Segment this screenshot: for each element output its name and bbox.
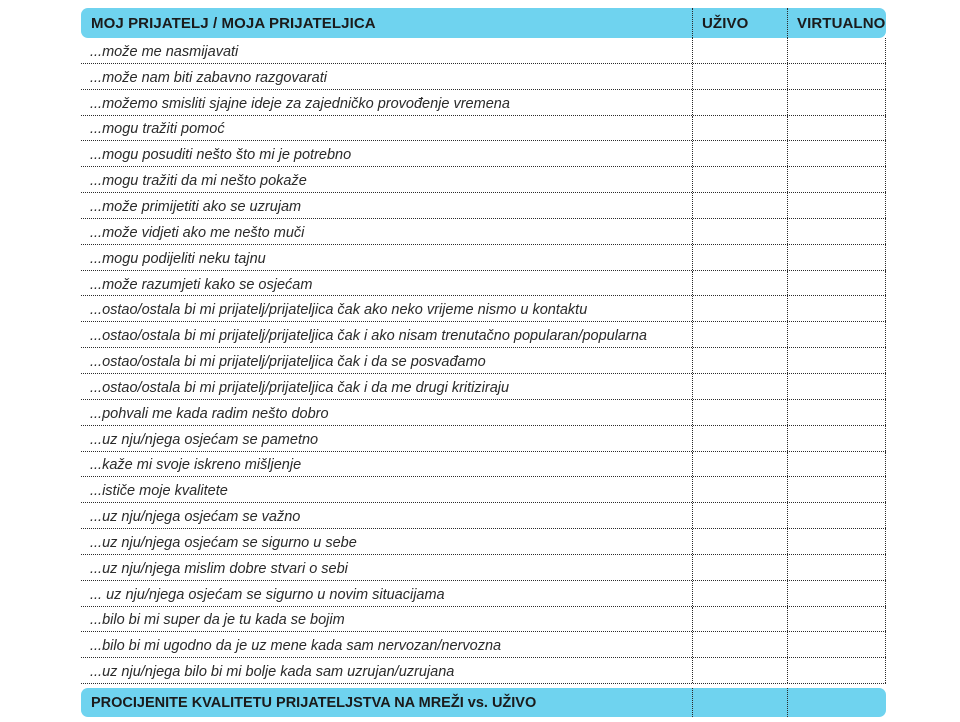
row-live-checkbox-cell[interactable] xyxy=(692,271,787,296)
row-virtual-checkbox-cell[interactable] xyxy=(787,529,886,554)
row-virtual-checkbox-cell[interactable] xyxy=(787,503,886,528)
table-row xyxy=(81,90,886,116)
row-virtual-checkbox-cell[interactable] xyxy=(787,296,886,321)
table-header xyxy=(81,8,886,38)
table-row xyxy=(81,193,886,219)
row-live-checkbox-cell[interactable] xyxy=(692,167,787,192)
footer-col-live xyxy=(692,688,787,717)
row-live-checkbox-cell[interactable] xyxy=(692,141,787,166)
table-row xyxy=(81,529,886,555)
row-virtual-checkbox-cell[interactable] xyxy=(787,245,886,270)
row-live-checkbox-cell[interactable] xyxy=(692,219,787,244)
table-row xyxy=(81,116,886,142)
table-row xyxy=(81,141,886,167)
row-statement: ...ostao/ostala bi mi prijatelj/prijateljica čak ako neko vrijeme nismo u kontaktu xyxy=(90,302,588,319)
row-virtual-checkbox-cell[interactable] xyxy=(787,167,886,192)
row-live-checkbox-cell[interactable] xyxy=(692,632,787,657)
row-virtual-checkbox-cell[interactable] xyxy=(787,555,886,580)
row-statement: ...ostao/ostala bi mi prijatelj/prijateljica čak i da me drugi kritiziraju xyxy=(90,379,510,396)
table-row xyxy=(81,452,886,478)
footer-label: PROCIJENITE KVALITETU PRIJATELJSTVA NA MREŽI vs. UŽIVO xyxy=(91,694,537,711)
table-row xyxy=(81,64,886,90)
row-live-checkbox-cell[interactable] xyxy=(692,296,787,321)
table-body xyxy=(81,38,886,684)
header-col-live xyxy=(692,8,787,38)
row-virtual-checkbox-cell[interactable] xyxy=(787,658,886,683)
table-footer xyxy=(81,688,886,717)
row-virtual-checkbox-cell[interactable] xyxy=(787,452,886,477)
header-col-virtual xyxy=(787,8,886,38)
row-live-checkbox-cell[interactable] xyxy=(692,452,787,477)
row-live-checkbox-cell[interactable] xyxy=(692,581,787,606)
row-live-checkbox-cell[interactable] xyxy=(692,245,787,270)
row-live-checkbox-cell[interactable] xyxy=(692,90,787,115)
row-statement: ...uz nju/njega mislim dobre stvari o sebi xyxy=(90,560,348,577)
header-col-virtual-label: VIRTUALNO xyxy=(797,14,886,32)
row-live-checkbox-cell[interactable] xyxy=(692,555,787,580)
table-row xyxy=(81,581,886,607)
row-live-checkbox-cell[interactable] xyxy=(692,426,787,451)
row-virtual-checkbox-cell[interactable] xyxy=(787,607,886,632)
row-statement: ...može vidjeti ako me nešto muči xyxy=(90,224,305,241)
row-live-checkbox-cell[interactable] xyxy=(692,477,787,502)
table-row xyxy=(81,167,886,193)
table-row xyxy=(81,271,886,297)
row-statement: ...uz nju/njega bilo bi mi bolje kada sam uzrujan/uzrujana xyxy=(90,664,455,681)
footer-col-virtual xyxy=(787,688,886,717)
row-live-checkbox-cell[interactable] xyxy=(692,193,787,218)
row-statement: ...mogu posuditi nešto što mi je potrebno xyxy=(90,147,352,164)
row-live-checkbox-cell[interactable] xyxy=(692,400,787,425)
row-statement: ...ostao/ostala bi mi prijatelj/prijateljica čak i da se posvađamo xyxy=(90,354,486,371)
row-virtual-checkbox-cell[interactable] xyxy=(787,38,886,63)
row-live-checkbox-cell[interactable] xyxy=(692,38,787,63)
row-statement: ...ostao/ostala bi mi prijatelj/prijateljica čak i ako nisam trenutačno popularan/popularna xyxy=(90,328,647,345)
row-statement: ...bilo bi mi ugodno da je uz mene kada sam nervozan/nervozna xyxy=(90,638,502,655)
row-virtual-checkbox-cell[interactable] xyxy=(787,90,886,115)
table-row xyxy=(81,296,886,322)
row-statement: ...može nam biti zabavno razgovarati xyxy=(90,69,327,86)
table-row xyxy=(81,245,886,271)
table-row xyxy=(81,219,886,245)
table-row xyxy=(81,503,886,529)
row-live-checkbox-cell[interactable] xyxy=(692,529,787,554)
row-statement: ...može primijetiti ako se uzrujam xyxy=(90,198,302,215)
row-live-checkbox-cell[interactable] xyxy=(692,64,787,89)
row-statement: ...ističe moje kvalitete xyxy=(90,483,228,500)
row-live-checkbox-cell[interactable] xyxy=(692,607,787,632)
row-virtual-checkbox-cell[interactable] xyxy=(787,116,886,141)
row-live-checkbox-cell[interactable] xyxy=(692,374,787,399)
table-row xyxy=(81,477,886,503)
row-statement: ...kaže mi svoje iskreno mišljenje xyxy=(90,457,302,474)
table-row xyxy=(81,374,886,400)
row-virtual-checkbox-cell[interactable] xyxy=(787,322,886,347)
row-statement: ...pohvali me kada radim nešto dobro xyxy=(90,405,329,422)
header-col-friend xyxy=(81,8,692,38)
row-statement: ...uz nju/njega osjećam se sigurno u sebe xyxy=(90,534,357,551)
table-row xyxy=(81,426,886,452)
row-virtual-checkbox-cell[interactable] xyxy=(787,400,886,425)
table-row xyxy=(81,607,886,633)
row-virtual-checkbox-cell[interactable] xyxy=(787,271,886,296)
table-row xyxy=(81,348,886,374)
header-col-live-label: UŽIVO xyxy=(702,14,749,32)
row-live-checkbox-cell[interactable] xyxy=(692,503,787,528)
row-statement: ... uz nju/njega osjećam se sigurno u novim situacijama xyxy=(90,586,445,603)
row-statement: ...mogu tražiti da mi nešto pokaže xyxy=(90,173,307,190)
row-virtual-checkbox-cell[interactable] xyxy=(787,426,886,451)
row-live-checkbox-cell[interactable] xyxy=(692,116,787,141)
table-row xyxy=(81,632,886,658)
friendship-table xyxy=(81,8,887,38)
header-col-friend-label: MOJ PRIJATELJ / MOJA PRIJATELJICA xyxy=(91,14,376,32)
row-statement: ...mogu tražiti pomoć xyxy=(90,121,225,138)
row-statement: ...može me nasmijavati xyxy=(90,43,239,60)
row-virtual-checkbox-cell[interactable] xyxy=(787,374,886,399)
row-statement: ...može razumjeti kako se osjećam xyxy=(90,276,313,293)
row-live-checkbox-cell[interactable] xyxy=(692,322,787,347)
row-virtual-checkbox-cell[interactable] xyxy=(787,581,886,606)
row-statement: ...bilo bi mi super da je tu kada se bojim xyxy=(90,612,345,629)
row-virtual-checkbox-cell[interactable] xyxy=(787,64,886,89)
row-virtual-checkbox-cell[interactable] xyxy=(787,632,886,657)
table-row xyxy=(81,555,886,581)
row-virtual-checkbox-cell[interactable] xyxy=(787,141,886,166)
row-statement: ...uz nju/njega osjećam se važno xyxy=(90,509,301,526)
row-live-checkbox-cell[interactable] xyxy=(692,658,787,683)
table-row xyxy=(81,400,886,426)
row-statement: ...možemo smisliti sjajne ideje za zajedničko provođenje vremena xyxy=(90,95,510,112)
row-virtual-checkbox-cell[interactable] xyxy=(787,477,886,502)
table-row xyxy=(81,322,886,348)
table-row xyxy=(81,38,886,64)
row-statement: ...uz nju/njega osjećam se pametno xyxy=(90,431,319,448)
row-virtual-checkbox-cell[interactable] xyxy=(787,219,886,244)
table-row xyxy=(81,658,886,684)
row-virtual-checkbox-cell[interactable] xyxy=(787,348,886,373)
row-live-checkbox-cell[interactable] xyxy=(692,348,787,373)
row-virtual-checkbox-cell[interactable] xyxy=(787,193,886,218)
row-statement: ...mogu podijeliti neku tajnu xyxy=(90,250,266,267)
